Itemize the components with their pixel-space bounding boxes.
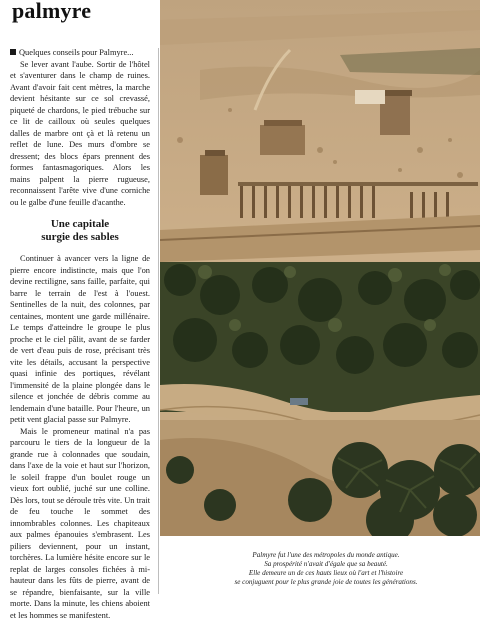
paragraph-2: Continuer à avancer vers la ligne de pierre encore indistincte, mais que l'on devine rectiligne, sans faille, parfaite, qui barre le terrain de l'est à l'ouest. Sentinelles de la nuit, des colonnes, par centaines, montent une garde millénaire. Le temps d'atteindre le groupe le plus proche et le ciel pâlit, avant de se farder de vert d'eau puis de rose, précisant très vite les détails, accusant la perspective quasi infinie des portiques, révélant l'immensité de la plaine plongée dans le silence et jonchée de débris comme au lendemain d'une bataille. Pour l'heure, un petit vent glacial passe sur Palmyre. bbox=[10, 253, 150, 426]
article-body bbox=[10, 47, 150, 621]
caption-line-3: Elle demeure un de ces hauts lieux où l'art et l'histoire bbox=[176, 569, 476, 578]
small-vehicle bbox=[290, 398, 308, 405]
ruins-oasis-illustration bbox=[160, 0, 480, 536]
photo-caption bbox=[176, 551, 476, 587]
caption-line-4: se conjuguent pour le plus grande joie de toutes les générations. bbox=[176, 578, 476, 587]
caption-line-2: Sa prospérité n'avait d'égale que sa beauté. bbox=[176, 560, 476, 569]
paragraph-3: Mais le promeneur matinal n'a pas parcouru le tiers de la longueur de la grande rue à colonnades que soudain, dans l'axe de la voie et haut sur l'horizon, le soleil frappe d'un boulet rouge un vieux fort oublié, juché sur une colline. Dès lors, tout se déroule très vite. Un trait de feu touche le sommet des innombrables colonnes. Les chapiteaux aux palmes épanouies s'embrasent. Les piliers deviennent, pour un instant, torchères. La lumière hésite encore sur le replat de larges consoles fichées à mi-hauteur dans les fûts de pierre, avant de se répandre, bienfaisante, sur la ville morte. Dans la minute, les chiens aboient et les hommes se manifestent. bbox=[10, 426, 150, 621]
paragraph-1: Se lever avant l'aube. Sortir de l'hôtel et s'aventurer dans le champ de ruines. Avant d'avoir fait cent mètres, la marche devient hésitante sur ce sol crevassé, piqueté de chardons, le pied trébuche sur ce lit de cailloux où seules quelques dalles de marbre ont çà et là retenu un reflet de lune. Des murs d'ombre se dressent; des blocs épars prennent des formes fantasmagoriques. Alors les mains palpent la pierre rugueuse, reconnaissent l'arête vive d'une corniche ou le galbe d'une feuille d'acanthe. bbox=[10, 59, 150, 209]
aerial-photo bbox=[160, 0, 480, 536]
subhead-line-1: Une capitale bbox=[10, 218, 150, 231]
section-subheading bbox=[10, 218, 150, 244]
intro-lead: Quelques conseils pour Palmyre... bbox=[19, 48, 133, 57]
page-title: palmyre bbox=[12, 0, 91, 24]
square-bullet-icon bbox=[10, 49, 16, 55]
subhead-line-2: surgie des sables bbox=[10, 231, 150, 244]
intro-paragraph bbox=[10, 47, 150, 59]
caption-line-1: Palmyre fut l'une des métropoles du monde antique. bbox=[176, 551, 476, 560]
column-divider bbox=[158, 48, 159, 594]
